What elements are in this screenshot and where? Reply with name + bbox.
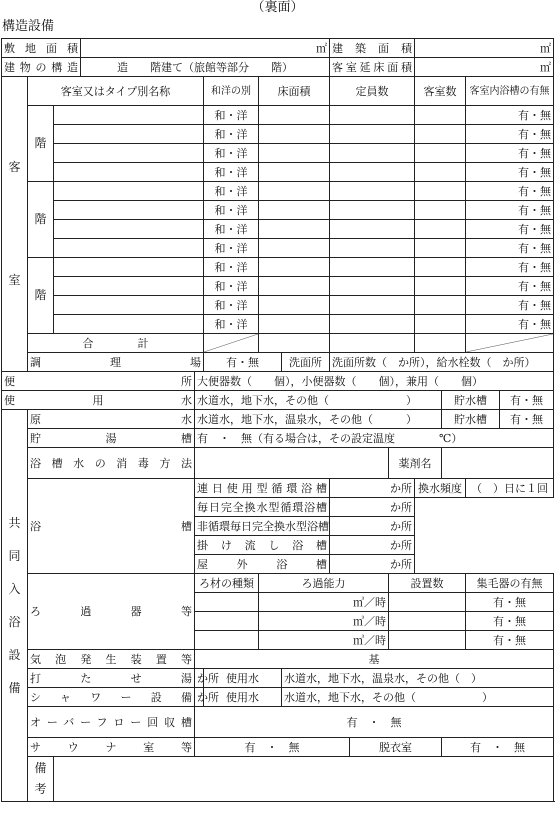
- room-style-field[interactable]: 和・洋: [204, 106, 259, 125]
- room-floor-area-field[interactable]: [259, 258, 330, 277]
- room-capacity-field[interactable]: [330, 144, 415, 163]
- room-name-field[interactable]: [54, 239, 204, 258]
- filter-capacity-field[interactable]: ㎥／時: [259, 631, 389, 650]
- total-capacity-field[interactable]: [330, 334, 415, 353]
- room-capacity-field[interactable]: [330, 220, 415, 239]
- source-water-row: [2, 410, 554, 429]
- shower-row: [2, 688, 554, 707]
- room-style-field[interactable]: 和・洋: [204, 182, 259, 201]
- filter-count-header: 設置数: [389, 574, 466, 593]
- filter-hair-field[interactable]: 有・無: [466, 631, 554, 650]
- filter-header-row: [2, 574, 554, 593]
- room-name-field[interactable]: [54, 125, 204, 144]
- sauna-row: [2, 738, 554, 757]
- room-style-field[interactable]: 和・洋: [204, 163, 259, 182]
- row-site-area: [2, 39, 554, 58]
- room-bath-field[interactable]: 有・無: [466, 144, 554, 163]
- shower-places[interactable]: か所: [195, 688, 204, 707]
- room-bath-field[interactable]: 有・無: [466, 296, 554, 315]
- toilet-label: 便所: [2, 372, 195, 391]
- structure-label: 建物の構造: [2, 58, 81, 77]
- disinfect-field[interactable]: [195, 448, 389, 479]
- room-count-field[interactable]: [415, 163, 466, 182]
- exchange-value[interactable]: （ ）日に１回: [466, 479, 554, 498]
- site-area-unit: ㎡: [316, 41, 328, 55]
- remarks-label: 備 考: [28, 757, 54, 802]
- room-count-field[interactable]: [415, 239, 466, 258]
- tub-places[interactable]: か所: [330, 517, 415, 536]
- dressing-label: 脱衣室: [350, 738, 442, 757]
- room-capacity-field[interactable]: [330, 163, 415, 182]
- storage-row: [2, 429, 554, 448]
- water-tank-yesno[interactable]: 有・無: [500, 391, 554, 410]
- room-capacity-field[interactable]: [330, 277, 415, 296]
- filter-media-field[interactable]: [195, 631, 259, 650]
- room-floor-area-field[interactable]: [259, 239, 330, 258]
- tub-places[interactable]: か所: [330, 498, 415, 517]
- room-row: [2, 239, 554, 258]
- room-count-field[interactable]: [415, 144, 466, 163]
- total-floor-area-unit: ㎡: [540, 60, 552, 74]
- pour-row: [2, 669, 554, 688]
- washroom-detail[interactable]: 洗面所数（ か所），給水栓数（ か所）: [330, 353, 554, 372]
- pour-places[interactable]: か所: [195, 669, 204, 688]
- room-count-field[interactable]: [415, 220, 466, 239]
- room-name-field[interactable]: [54, 258, 204, 277]
- room-style-field[interactable]: 和・洋: [204, 125, 259, 144]
- filter-capacity-header: ろ過能力: [259, 574, 389, 593]
- room-name-field[interactable]: [54, 163, 204, 182]
- water-detail[interactable]: 水道水，地下水，その他（ ）: [195, 391, 442, 410]
- room-style-field[interactable]: 和・洋: [204, 315, 259, 334]
- tub-places[interactable]: か所: [330, 536, 415, 555]
- room-bath-field[interactable]: 有・無: [466, 201, 554, 220]
- room-name-field[interactable]: [54, 106, 204, 125]
- kitchen-yesno[interactable]: 有・無: [204, 353, 282, 372]
- room-bath-field[interactable]: 有・無: [466, 239, 554, 258]
- source-tank-yesno[interactable]: 有・無: [500, 410, 554, 429]
- room-capacity-field[interactable]: [330, 258, 415, 277]
- room-row: [2, 220, 554, 239]
- rooms-block-label: 客 室: [2, 77, 28, 372]
- room-bath-header: 客室内浴槽の有無: [466, 77, 554, 106]
- room-bath-field[interactable]: 有・無: [466, 106, 554, 125]
- room-capacity-field[interactable]: [330, 239, 415, 258]
- washroom-label: 洗面所: [282, 353, 330, 372]
- dressing-yesno[interactable]: 有 ・ 無: [442, 738, 554, 757]
- exchange-label: 換水頻度: [415, 479, 466, 498]
- tub-type: 掛け流し浴槽: [195, 536, 330, 555]
- total-count-field[interactable]: [415, 334, 466, 353]
- room-floor-area-field[interactable]: [259, 125, 330, 144]
- filter-media-field[interactable]: [195, 612, 259, 631]
- room-row: [2, 315, 554, 334]
- filter-count-field[interactable]: [389, 612, 466, 631]
- room-capacity-field[interactable]: [330, 201, 415, 220]
- room-name-field[interactable]: [54, 315, 204, 334]
- room-count-field[interactable]: [415, 201, 466, 220]
- room-name-header: 客室又はタイプ別名称: [28, 77, 204, 106]
- tub-type: 屋外浴槽: [195, 555, 330, 574]
- chemical-field[interactable]: [442, 448, 554, 479]
- filter-hair-header: 集毛器の有無: [466, 574, 554, 593]
- pour-detail[interactable]: 水道水，地下水，温泉水，その他（ ）: [282, 669, 554, 688]
- filter-label: ろ過器等: [28, 574, 195, 650]
- filter-count-field[interactable]: [389, 593, 466, 612]
- room-style-field[interactable]: 和・洋: [204, 144, 259, 163]
- remarks-field[interactable]: [54, 757, 554, 802]
- filter-capacity-field[interactable]: ㎥／時: [259, 593, 389, 612]
- toilet-detail[interactable]: 大便器数（ 個），小便器数（ 個），兼用（ 個）: [195, 372, 554, 391]
- tub-type: 連日使用型循環浴槽: [195, 479, 330, 498]
- source-tank-label: 貯水槽: [442, 410, 500, 429]
- room-style-field[interactable]: 和・洋: [204, 201, 259, 220]
- room-name-field[interactable]: [54, 220, 204, 239]
- building-area-label: 建築面積: [330, 39, 415, 58]
- structure-field[interactable]: 造 階建て（旅館等部分 階）: [81, 58, 330, 77]
- bubble-field[interactable]: [195, 650, 554, 669]
- room-count-field[interactable]: [415, 315, 466, 334]
- room-style-field[interactable]: 和・洋: [204, 220, 259, 239]
- pour-label: 打たせ湯: [28, 669, 195, 688]
- room-style-field[interactable]: 和・洋: [204, 277, 259, 296]
- shower-detail[interactable]: 水道水，地下水，その他（ ）: [282, 688, 554, 707]
- shower-label: シャワー設備: [28, 688, 195, 707]
- water-row: [2, 391, 554, 410]
- room-floor-area-field[interactable]: [259, 296, 330, 315]
- room-row: [2, 106, 554, 125]
- source-water-detail[interactable]: 水道水，地下水，温泉水，その他（ ）: [195, 410, 442, 429]
- room-floor-area-field[interactable]: [259, 220, 330, 239]
- room-bath-field[interactable]: 有・無: [466, 277, 554, 296]
- room-style-header: 和洋の別: [204, 77, 259, 106]
- room-row: [2, 296, 554, 315]
- page-side-label: （裏面）: [251, 0, 304, 15]
- room-count-field[interactable]: [415, 258, 466, 277]
- filter-hair-field[interactable]: 有・無: [466, 593, 554, 612]
- total-style-cell: [204, 334, 259, 353]
- water-tank-label: 貯水槽: [442, 391, 500, 410]
- room-capacity-field[interactable]: [330, 106, 415, 125]
- room-bath-field[interactable]: 有・無: [466, 182, 554, 201]
- filter-media-header: ろ材の種類: [195, 574, 259, 593]
- room-capacity-field[interactable]: [330, 125, 415, 144]
- room-floor-area-field[interactable]: [259, 182, 330, 201]
- tub-places[interactable]: か所: [330, 479, 415, 498]
- site-area-field[interactable]: [81, 39, 330, 58]
- total-floor-area-field[interactable]: [415, 58, 554, 77]
- tub-row: [2, 479, 554, 498]
- room-count-field[interactable]: [415, 125, 466, 144]
- room-capacity-field[interactable]: [330, 182, 415, 201]
- room-row: [2, 182, 554, 201]
- room-capacity-header: 定員数: [330, 77, 415, 106]
- bubble-unit: 基: [368, 652, 380, 666]
- water-label: 使用水: [2, 391, 195, 410]
- room-count-field[interactable]: [415, 277, 466, 296]
- row-structure: [2, 58, 554, 77]
- tub-type: 非循環毎日完全換水型浴槽: [195, 517, 330, 536]
- rooms-total-row: [2, 334, 554, 353]
- room-row: [2, 201, 554, 220]
- room-floor-area-field[interactable]: [259, 106, 330, 125]
- bubble-label: 気泡発生装置等: [28, 650, 195, 669]
- room-count-header: 客室数: [415, 77, 466, 106]
- pour-water-label: 使用水: [204, 669, 282, 688]
- room-row: [2, 277, 554, 296]
- site-area-label: 敷地面積: [2, 39, 81, 58]
- room-floor-area-field[interactable]: [259, 315, 330, 334]
- room-style-field[interactable]: 和・洋: [204, 258, 259, 277]
- toilet-row: [2, 372, 554, 391]
- room-bath-field[interactable]: 有・無: [466, 220, 554, 239]
- filter-media-field[interactable]: [195, 593, 259, 612]
- room-style-field[interactable]: 和・洋: [204, 296, 259, 315]
- rooms-header-row: [2, 77, 554, 106]
- room-capacity-field[interactable]: [330, 296, 415, 315]
- sauna-label: サウナ室等: [28, 738, 195, 757]
- total-floor-area-label: 客室延床面積: [330, 58, 415, 77]
- room-count-field[interactable]: [415, 296, 466, 315]
- overflow-yesno[interactable]: 有 ・ 無: [195, 707, 554, 738]
- overflow-row: [2, 707, 554, 738]
- room-row: [2, 125, 554, 144]
- total-bath-cell: [466, 334, 554, 353]
- room-name-field[interactable]: [54, 144, 204, 163]
- room-floor-area-header: 床面積: [259, 77, 330, 106]
- structure-form-table: [1, 38, 554, 802]
- room-name-field[interactable]: [54, 201, 204, 220]
- kitchen-label: 調理場: [28, 353, 204, 372]
- tub-blank: [415, 498, 554, 574]
- disinfect-label: 浴槽水の消毒方法: [28, 448, 195, 479]
- chemical-label: 薬剤名: [389, 448, 442, 479]
- floor-label: 階: [28, 106, 54, 182]
- room-bath-field[interactable]: 有・無: [466, 125, 554, 144]
- total-floor-area-field[interactable]: [259, 334, 330, 353]
- source-water-label: 原水: [28, 410, 195, 429]
- shower-water-label: 使用水: [204, 688, 282, 707]
- building-area-field[interactable]: [415, 39, 554, 58]
- room-floor-area-field[interactable]: [259, 201, 330, 220]
- sauna-yesno[interactable]: 有 ・ 無: [195, 738, 350, 757]
- room-count-field[interactable]: [415, 106, 466, 125]
- room-bath-field[interactable]: 有・無: [466, 258, 554, 277]
- room-name-field[interactable]: [54, 277, 204, 296]
- filter-hair-field[interactable]: 有・無: [466, 612, 554, 631]
- remarks-row: [2, 757, 554, 802]
- shared-bath-block-label: 共 同 入 浴 設 備: [2, 410, 28, 802]
- room-bath-field[interactable]: 有・無: [466, 315, 554, 334]
- kitchen-row: [2, 353, 554, 372]
- filter-count-field[interactable]: [389, 631, 466, 650]
- room-floor-area-field[interactable]: [259, 144, 330, 163]
- room-row: [2, 163, 554, 182]
- form-title: 構造設備: [2, 19, 55, 34]
- room-capacity-field[interactable]: [330, 315, 415, 334]
- building-area-unit: ㎡: [540, 41, 552, 55]
- room-floor-area-field[interactable]: [259, 163, 330, 182]
- storage-label: 貯湯槽: [28, 429, 195, 448]
- disinfect-row: [2, 448, 554, 479]
- room-row: [2, 258, 554, 277]
- floor-label: 階: [28, 258, 54, 334]
- room-style-field[interactable]: 和・洋: [204, 239, 259, 258]
- bubble-row: [2, 650, 554, 669]
- room-floor-area-field[interactable]: [259, 277, 330, 296]
- tub-type: 毎日完全換水型循環浴槽: [195, 498, 330, 517]
- room-row: [2, 144, 554, 163]
- room-name-field[interactable]: [54, 182, 204, 201]
- room-count-field[interactable]: [415, 182, 466, 201]
- floor-label: 階: [28, 182, 54, 258]
- room-bath-field[interactable]: 有・無: [466, 163, 554, 182]
- overflow-label: オーバーフロー回収槽: [28, 707, 195, 738]
- tub-places[interactable]: か所: [330, 555, 415, 574]
- storage-detail[interactable]: 有 ・ 無（有る場合は，その設定温度 ℃）: [195, 429, 554, 448]
- room-name-field[interactable]: [54, 296, 204, 315]
- rooms-total-label: 合 計: [28, 334, 204, 353]
- filter-capacity-field[interactable]: ㎥／時: [259, 612, 389, 631]
- tub-label: 浴槽: [28, 479, 195, 574]
